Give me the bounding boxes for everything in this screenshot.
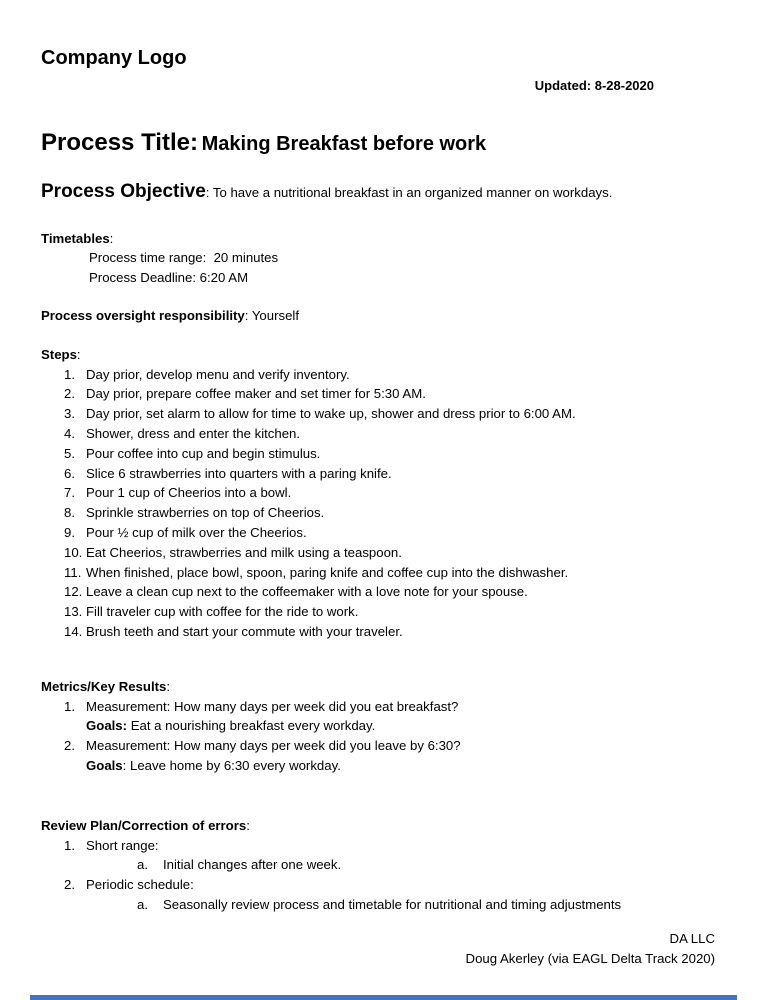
step-text: Fill traveler cup with coffee for the ride to work. [86, 604, 359, 620]
step-text: Eat Cheerios, strawberries and milk using a teaspoon. [86, 544, 402, 560]
step-item [64, 464, 727, 484]
bottom-accent-bar [30, 995, 737, 1000]
step-item [64, 483, 727, 503]
process-title-value: Making Breakfast before work [201, 132, 487, 155]
metric-goal-text: Eat a nourishing breakfast every workday. [127, 718, 376, 734]
timetables-label: Timetables [41, 230, 110, 246]
review-subitem [137, 895, 727, 915]
metric-number: 2. [64, 738, 75, 754]
metric-item [64, 697, 727, 717]
review-label: Review Plan/Correction of errors [41, 817, 247, 833]
review-sub-text: Seasonally review process and timetable for nutritional and timing adjustments [163, 896, 622, 912]
metric-goal-label: Goals: [86, 718, 128, 734]
metric-goal-text: : Leave home by 6:30 every workday. [122, 757, 341, 773]
step-item [64, 503, 727, 523]
step-text: Brush teeth and start your commute with your traveler. [86, 623, 403, 639]
metric-measurement: Measurement: How many days per week did you leave by 6:30? [86, 738, 461, 754]
oversight-value: : Yourself [244, 307, 300, 323]
review-sub-letter: a. [137, 896, 148, 912]
metric-number: 1. [64, 698, 75, 714]
step-item [64, 602, 727, 622]
step-number: 14. [64, 623, 83, 639]
review-number: 2. [64, 877, 75, 893]
metric-goal [86, 756, 727, 776]
process-title [41, 128, 727, 160]
step-item [64, 424, 727, 444]
step-number: 3. [64, 406, 75, 422]
step-number: 8. [64, 505, 75, 521]
process-title-label: Process Title: [41, 128, 198, 156]
process-objective [41, 182, 727, 203]
step-item [64, 444, 727, 464]
review-heading [41, 816, 727, 836]
step-item [64, 622, 727, 642]
steps-label: Steps [41, 346, 77, 362]
footer-company: DA LLC [669, 930, 715, 946]
step-text: Pour ½ cup of milk over the Cheerios. [86, 524, 307, 540]
step-item [64, 365, 727, 385]
step-item [64, 563, 727, 583]
step-number: 6. [64, 465, 75, 481]
document-footer [41, 929, 715, 969]
timetable-time-range: Process time range: 20 minutes [89, 250, 279, 266]
step-number: 11. [64, 564, 82, 580]
review-text: Periodic schedule: [86, 877, 194, 893]
step-text: Pour 1 cup of Cheerios into a bowl. [86, 485, 292, 501]
step-number: 5. [64, 445, 75, 461]
footer-author: Doug Akerley (via EAGL Delta Track 2020) [465, 950, 715, 966]
metrics-heading [41, 677, 727, 697]
step-number: 13. [64, 604, 83, 620]
step-number: 1. [64, 366, 75, 382]
step-item [64, 384, 727, 404]
step-number: 2. [64, 386, 75, 402]
updated-date: Updated: 8-28-2020 [534, 78, 654, 93]
timetable-deadline: Process Deadline: 6:20 AM [89, 270, 249, 286]
review-colon: : [246, 817, 250, 833]
step-text: Sprinkle strawberries on top of Cheerios. [86, 505, 325, 521]
steps-colon: : [76, 346, 81, 362]
metric-item [64, 736, 727, 756]
oversight-label: Process oversight responsibility [41, 307, 245, 323]
review-number: 1. [64, 837, 75, 853]
process-objective-label: Process Objective [41, 180, 206, 202]
step-number: 10. [64, 544, 83, 560]
step-item [64, 582, 727, 602]
review-item [64, 875, 727, 895]
steps-list [41, 365, 727, 642]
step-text: Leave a clean cup next to the coffeemaker with a love note for your spouse. [86, 584, 528, 600]
review-list [41, 836, 727, 915]
review-sub-text: Initial changes after one week. [163, 857, 342, 873]
steps-heading [41, 345, 727, 365]
company-logo: Company Logo [41, 47, 187, 69]
step-text: Day prior, set alarm to allow for time to wake up, shower and dress prior to 6:00 AM. [86, 406, 576, 422]
review-text: Short range: [86, 837, 159, 853]
step-text: Day prior, prepare coffee maker and set timer for 5:30 AM. [86, 386, 426, 402]
review-sub-letter: a. [137, 857, 148, 873]
step-number: 12. [64, 584, 83, 600]
step-item [64, 543, 727, 563]
step-text: Pour coffee into cup and begin stimulus. [86, 445, 321, 461]
step-number: 7. [64, 485, 75, 501]
step-text: Shower, dress and enter the kitchen. [86, 425, 301, 441]
metrics-colon: : [166, 678, 171, 694]
step-text: Day prior, develop menu and verify inventory. [86, 366, 350, 382]
step-item [64, 523, 727, 543]
oversight-line [41, 306, 727, 326]
metric-goal-label: Goals [86, 757, 123, 773]
metric-measurement: Measurement: How many days per week did you eat breakfast? [86, 698, 459, 714]
metric-goal [86, 716, 727, 736]
step-number: 4. [64, 425, 75, 441]
process-objective-text: : To have a nutritional breakfast in an organized manner on workdays. [205, 184, 613, 200]
review-item [64, 836, 727, 856]
step-item [64, 404, 727, 424]
timetables-colon: : [109, 230, 114, 246]
step-text: Slice 6 strawberries into quarters with a paring knife. [86, 465, 392, 481]
metrics-label: Metrics/Key Results [41, 678, 167, 694]
step-text: When finished, place bowl, spoon, paring knife and coffee cup into the dishwasher. [86, 564, 569, 580]
timetables-heading [41, 229, 727, 249]
step-number: 9. [64, 524, 75, 540]
metrics-list [41, 697, 727, 776]
review-subitem [137, 855, 727, 875]
